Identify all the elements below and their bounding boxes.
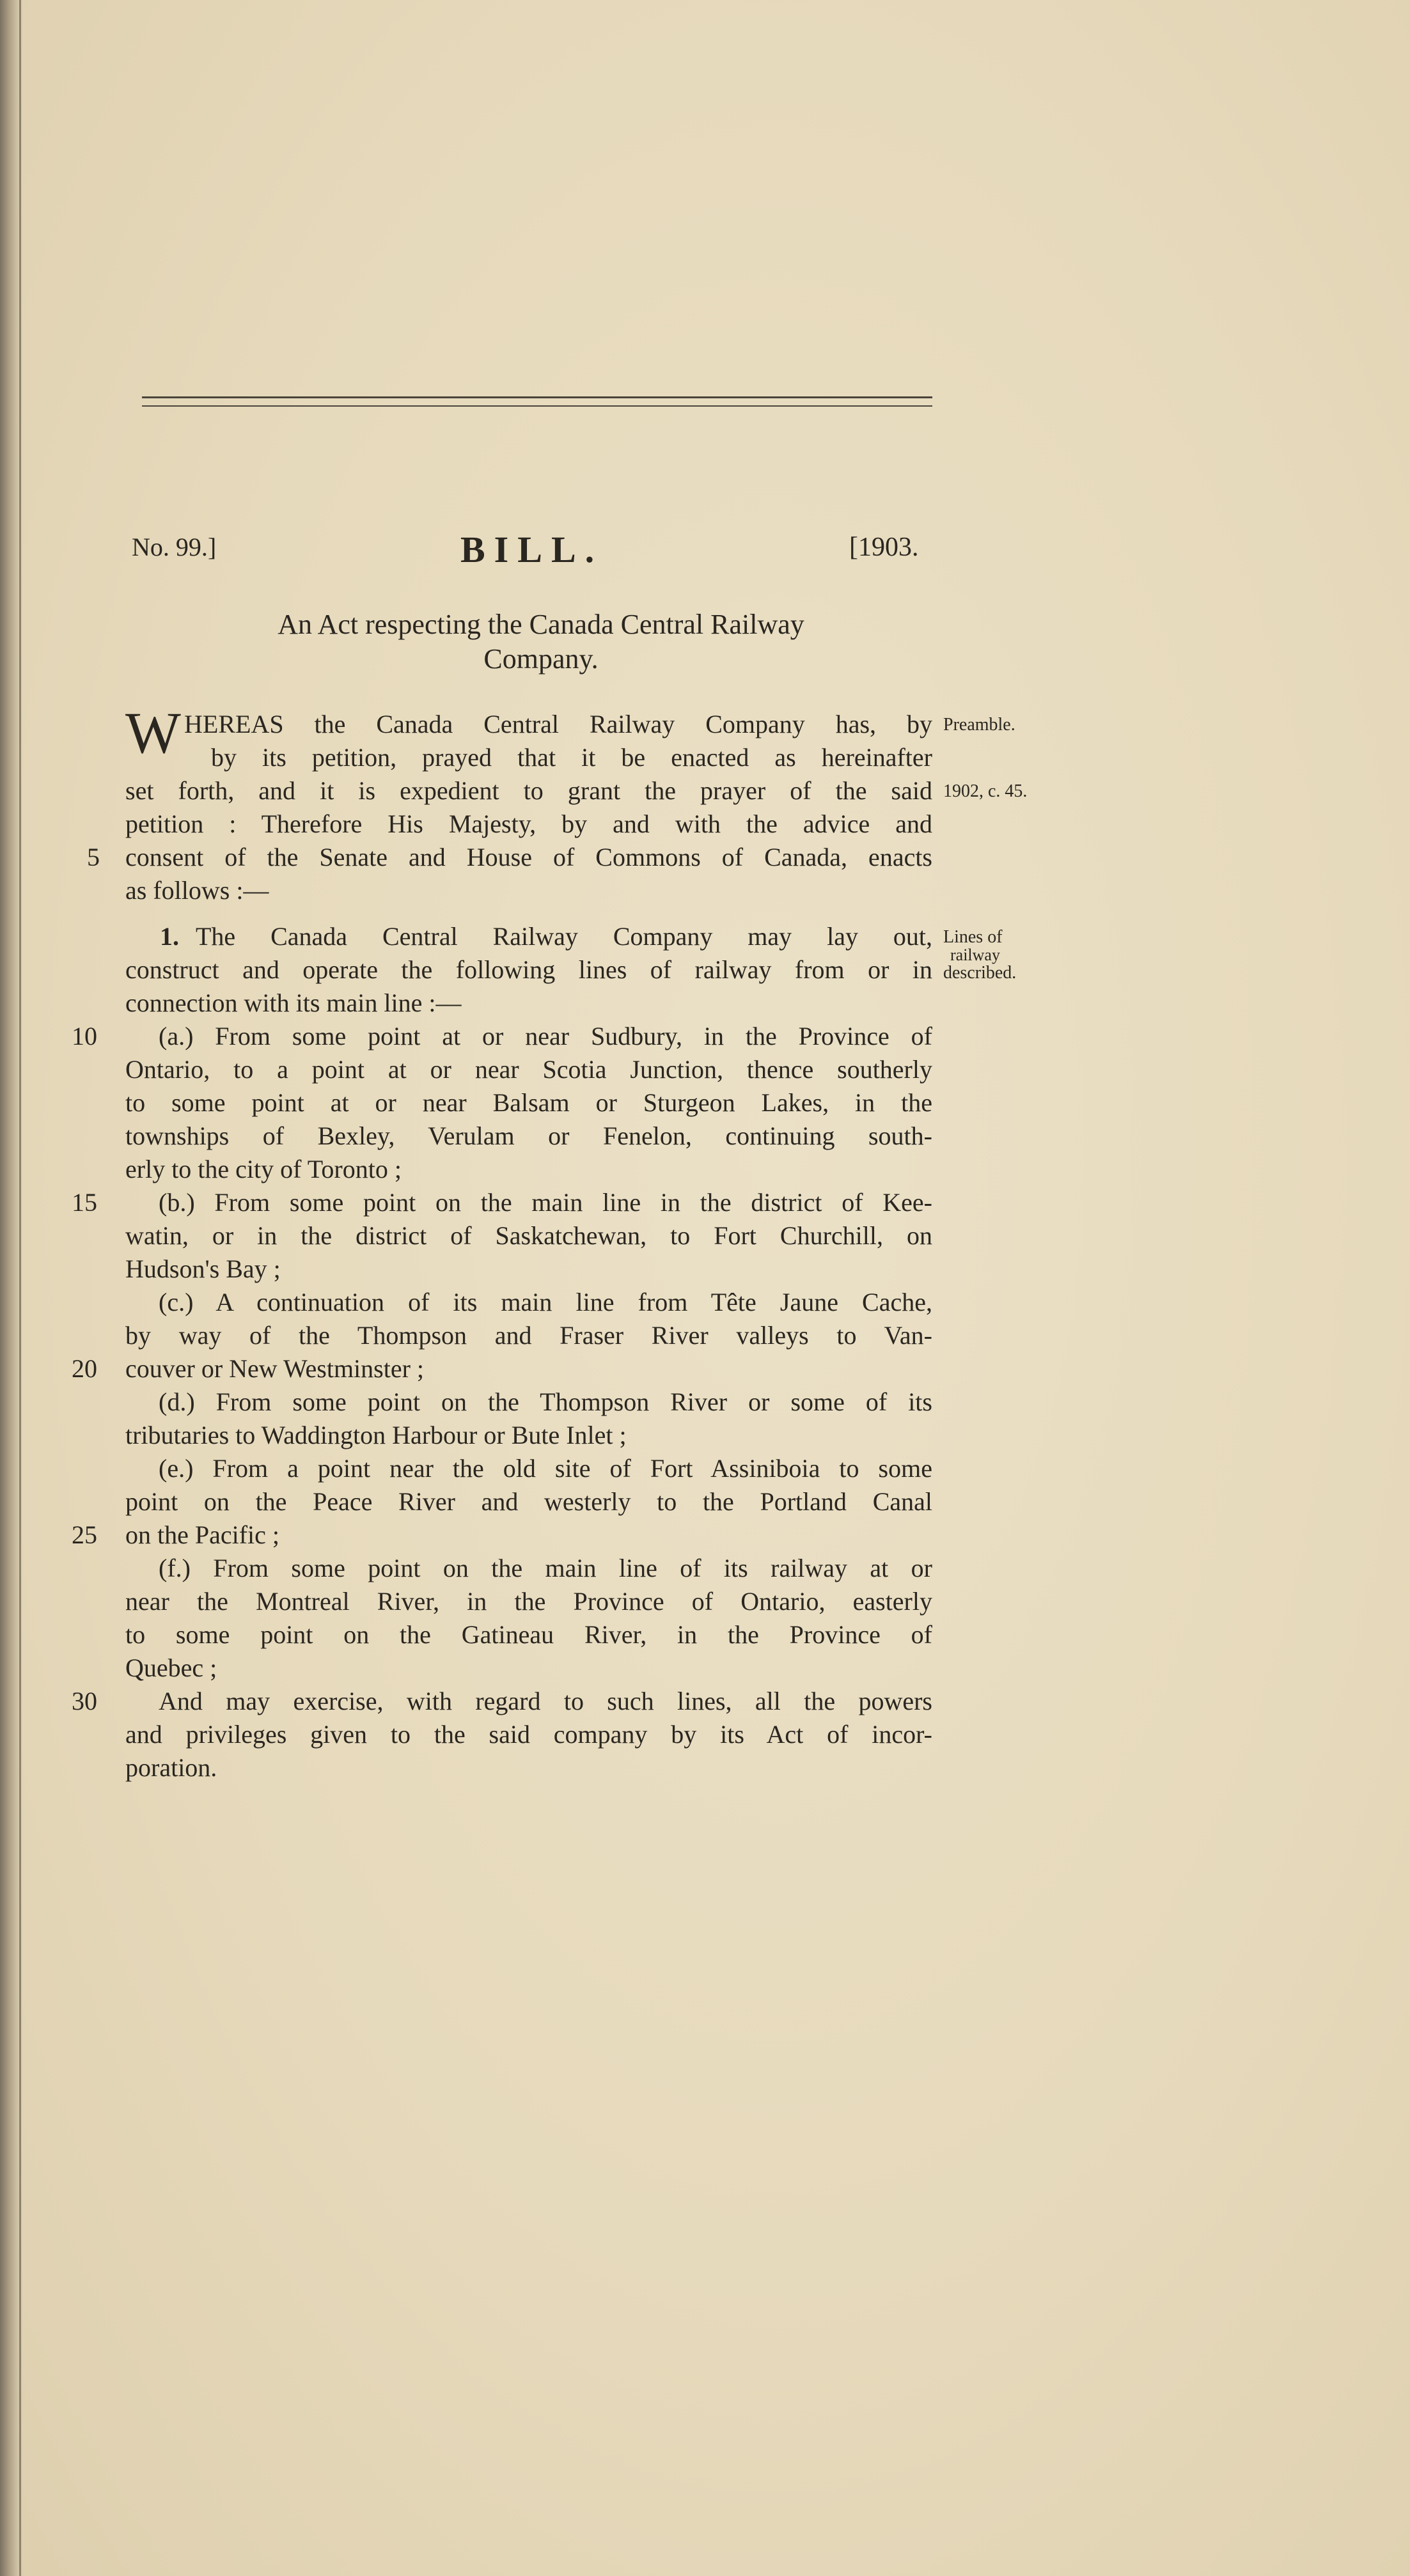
clause-a-line-5: erly to the city of Toronto ; <box>125 1155 402 1183</box>
top-rule-lower <box>142 405 932 407</box>
clause-b-line-2: watin, or in the district of Saskatchewan, to Fort Churchill, on <box>125 1221 932 1250</box>
preamble-line-1: HEREAS the Canada Central Railway Company has, by <box>184 710 932 738</box>
act-title-line-2: Company. <box>483 643 599 675</box>
clause-b-line-1: (b.) From some point on the main line in the district of Kee- <box>159 1188 932 1217</box>
clause-f-line-2: near the Montreal River, in the Province of Ontario, easterly <box>125 1587 932 1616</box>
line-number-30: 30 <box>72 1687 97 1715</box>
act-title-line-1: An Act respecting the Canada Central Railway <box>278 609 804 640</box>
bill-heading: BILL. <box>460 529 604 570</box>
clause-e-line-1: (e.) From a point near the old site of Fort Assiniboia to some <box>159 1454 932 1483</box>
preamble-line-5: consent of the Senate and House of Commons of Canada, enacts <box>125 843 932 871</box>
margin-note-lines-3: described. <box>943 963 1017 983</box>
bill-year: [1903. <box>849 533 919 562</box>
closing-line-1: And may exercise, with regard to such lines, all the powers <box>159 1687 932 1715</box>
preamble-dropcap: W <box>125 700 181 765</box>
line-number-25: 25 <box>72 1520 97 1549</box>
line-number-10: 10 <box>72 1022 97 1050</box>
top-rule-upper <box>142 396 932 398</box>
section1-line-3: connection with its main line :— <box>125 988 462 1017</box>
clause-a-line-1: (a.) From some point at or near Sudbury, in the Province of <box>159 1022 932 1050</box>
clause-b-line-3: Hudson's Bay ; <box>125 1254 281 1283</box>
preamble-line-2: by its petition, prayed that it be enacted as hereinafter <box>211 743 932 772</box>
margin-note-lines-2: railway <box>950 946 1000 964</box>
clause-f-line-4: Quebec ; <box>125 1653 217 1682</box>
clause-c-line-1: (c.) A continuation of its main line from Tête Jaune Cache, <box>159 1288 932 1316</box>
margin-note-citation: 1902, c. 45. <box>943 781 1028 801</box>
clause-f-line-1: (f.) From some point on the main line of its railway at or <box>159 1554 932 1582</box>
section1-line-2: construct and operate the following lines of railway from or in <box>125 955 932 984</box>
margin-note-lines-1: Lines of <box>943 927 1003 947</box>
line-number-5: 5 <box>87 843 100 871</box>
clause-c-line-3: couver or New Westminster ; <box>125 1354 425 1383</box>
preamble-line-4: petition : Therefore His Majesty, by and with the advice and <box>125 809 932 838</box>
closing-line-3: poration. <box>125 1753 217 1782</box>
line-number-20: 20 <box>72 1354 97 1383</box>
margin-note-preamble: Preamble. <box>943 715 1015 735</box>
clause-d-line-2: tributaries to Waddington Harbour or Bute Inlet ; <box>125 1421 627 1449</box>
preamble-line-3: set forth, and it is expedient to grant the prayer of the said <box>125 776 932 805</box>
clause-e-line-3: on the Pacific ; <box>125 1520 280 1549</box>
bill-number: No. 99.] <box>132 533 217 561</box>
clause-d-line-1: (d.) From some point on the Thompson River or some of its <box>159 1387 932 1416</box>
clause-a-line-2: Ontario, to a point at or near Scotia Junction, thence southerly <box>125 1055 932 1084</box>
clause-a-line-4: townships of Bexley, Verulam or Fenelon, continuing south- <box>125 1121 932 1150</box>
clause-c-line-2: by way of the Thompson and Fraser River valleys to Van- <box>125 1321 932 1350</box>
clause-e-line-2: point on the Peace River and westerly to the Portland Canal <box>125 1487 932 1516</box>
line-number-15: 15 <box>72 1188 97 1217</box>
clause-f-line-3: to some point on the Gatineau River, in the Province of <box>125 1620 932 1649</box>
closing-line-2: and privileges given to the said company by its Act of incor- <box>125 1720 932 1749</box>
preamble-line-6: as follows :— <box>125 876 269 905</box>
binding-edge <box>19 0 21 2576</box>
section-number: 1. <box>160 922 179 951</box>
section1-line-1: The Canada Central Railway Company may lay out, <box>196 922 932 951</box>
clause-a-line-3: to some point at or near Balsam or Sturgeon Lakes, in the <box>125 1088 932 1117</box>
